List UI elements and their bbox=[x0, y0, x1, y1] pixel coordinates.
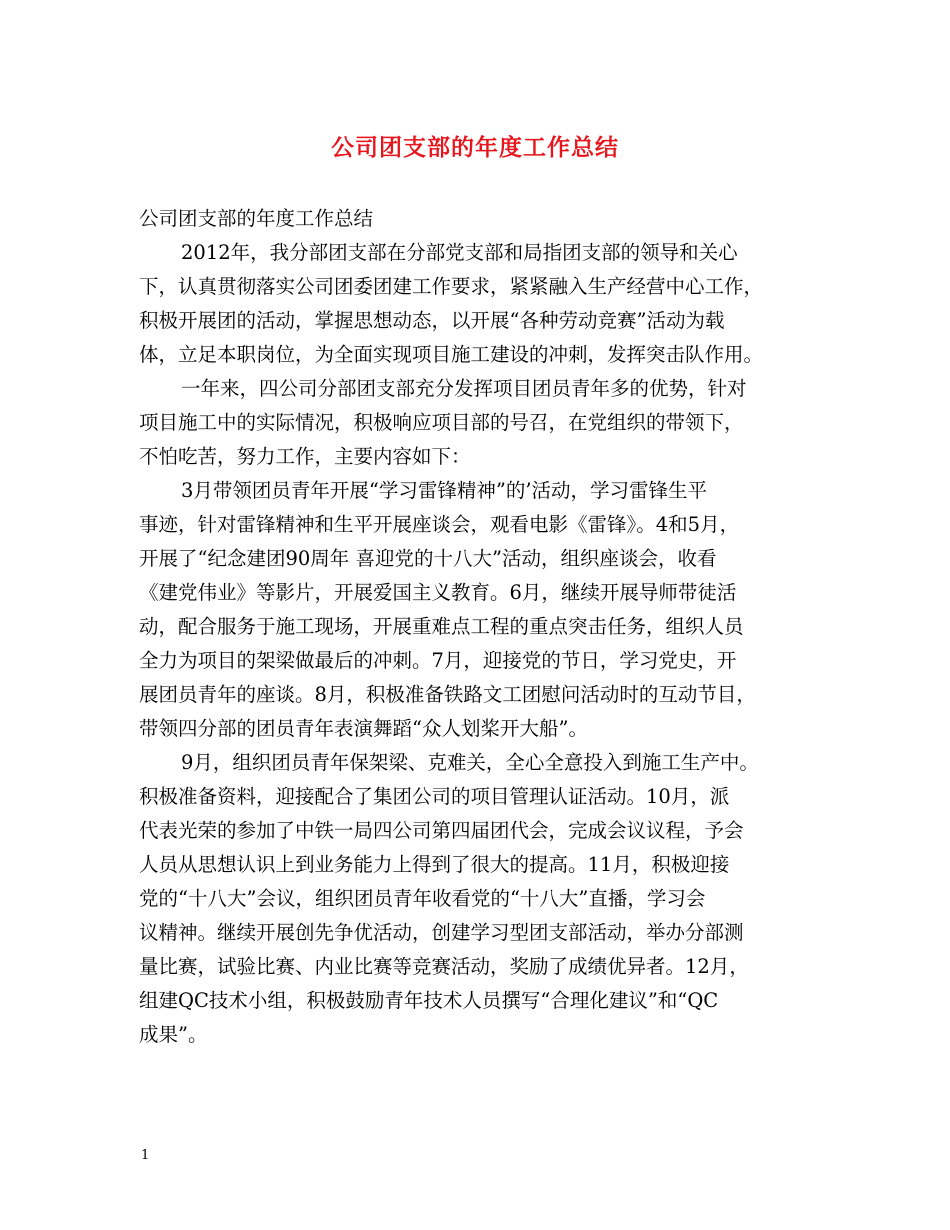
body-line: 党的“十八大”会议，组织团员青年收看党的“十八大”直播，学习会 bbox=[139, 887, 706, 910]
body-line: 事迹，针对雷锋精神和生平开展座谈会，观看电影《雷锋》。4和5月， bbox=[139, 513, 740, 536]
body-line: 开展了“纪念建团90周年 喜迎党的十八大”活动，组织座谈会，收看 bbox=[139, 547, 717, 570]
body-line: 积极开展团的活动，掌握思想动态，以开展“各种劳动竞赛”活动为载 bbox=[139, 309, 725, 332]
body-line: 人员从思想认识上到业务能力上得到了很大的提高。11月，积极迎接 bbox=[139, 853, 730, 876]
body-line: 一年来，四公司分部团支部充分发挥项目团员青年多的优势，针对 bbox=[181, 377, 747, 400]
page-number: 1 bbox=[141, 1148, 150, 1163]
body-line: 展团员青年的座谈。8月，积极准备铁路文工团慰问活动时的互动节目， bbox=[139, 683, 756, 706]
body-line: 不怕吃苦，努力工作，主要内容如下： bbox=[139, 445, 471, 468]
body-line: 体，立足本职岗位，为全面实现项目施工建设的冲刺，发挥突击队作用。 bbox=[139, 343, 764, 366]
body-line: 《建党伟业》等影片，开展爱国主义教育。6月，继续开展导师带徒活 bbox=[139, 581, 737, 604]
body-line: 成果”。 bbox=[139, 1023, 208, 1046]
body-line: 下，认真贯彻落实公司团委团建工作要求，紧紧融入生产经营中心工作， bbox=[139, 275, 764, 298]
body-line: 代表光荣的参加了中铁一局四公司第四届团代会，完成会议议程，予会 bbox=[139, 819, 744, 842]
body-line: 积极准备资料，迎接配合了集团公司的项目管理认证活动。10月，派 bbox=[139, 785, 730, 808]
body-line: 量比赛，试验比赛、内业比赛等竞赛活动，奖励了成绩优异者。12月， bbox=[139, 955, 749, 978]
body-line: 全力为项目的架梁做最后的冲刺。7月，迎接党的节日，学习党史，开 bbox=[139, 649, 737, 672]
body-line: 动，配合服务于施工现场，开展重难点工程的重点突击任务，组织人员 bbox=[139, 615, 744, 638]
body-line: 3月带领团员青年开展“学习雷锋精神”的’活动，学习雷锋生平 bbox=[181, 479, 708, 502]
body-line: 2012年，我分部团支部在分部党支部和局指团支部的领导和关心 bbox=[181, 241, 738, 264]
body-line: 组建QC技术小组，积极鼓励青年技术人员撰写“合理化建议”和“QC bbox=[139, 989, 719, 1012]
body-line: 公司团支部的年度工作总结 bbox=[139, 207, 374, 230]
document-body bbox=[139, 202, 815, 1052]
body-line: 议精神。继续开展创先争优活动，创建学习型团支部活动，举办分部测 bbox=[139, 921, 744, 944]
document-title: 公司团支部的年度工作总结 bbox=[331, 134, 619, 161]
body-line: 带领四分部的团员青年表演舞蹈“众人划桨开大船”。 bbox=[139, 717, 588, 740]
body-line: 9月，组织团员青年保架梁、克难关，全心全意投入到施工生产中。 bbox=[181, 751, 759, 774]
body-line: 项目施工中的实际情况，积极响应项目部的号召，在党组织的带领下， bbox=[139, 411, 744, 434]
